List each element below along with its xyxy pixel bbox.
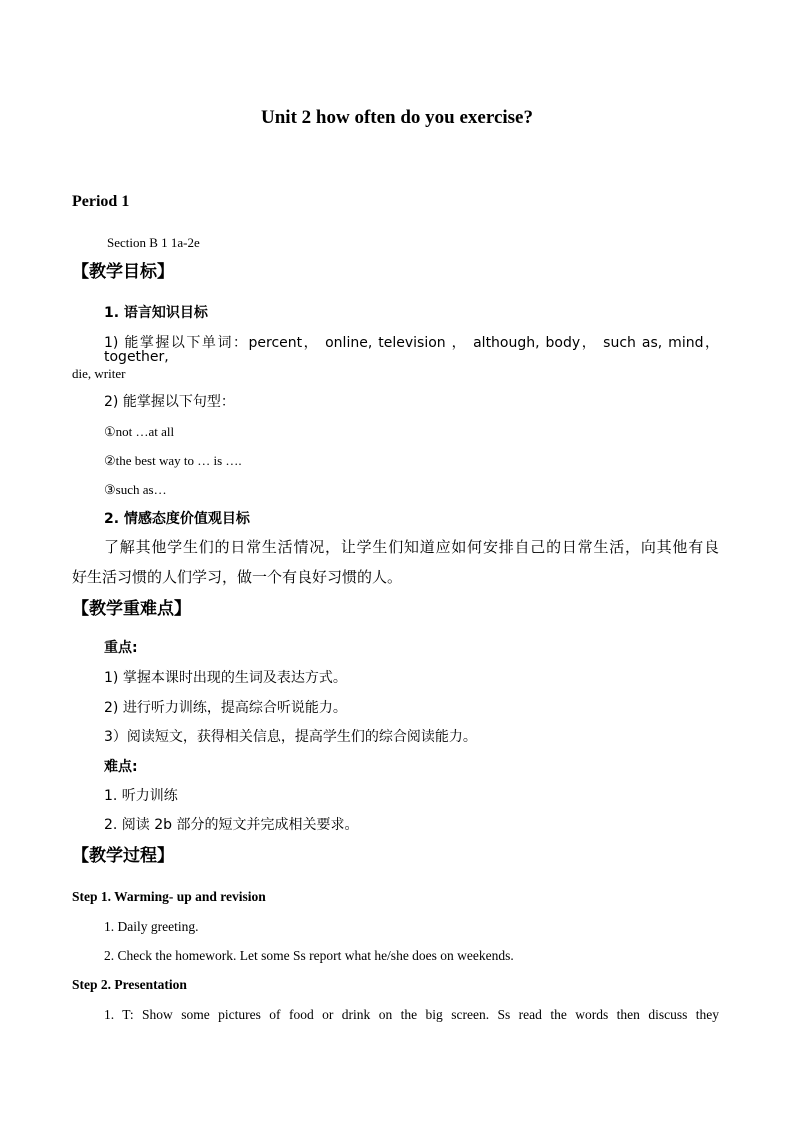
- step1-title: Step 1. Warming- up and revision: [72, 889, 266, 904]
- key-points-label: 重点:: [104, 640, 138, 656]
- goal1-vocab-line: 1) 能掌握以下单词：percent， online, television ， although, body， such as, mind， together,: [104, 335, 719, 365]
- heading-key-points: 【教学重难点】: [72, 599, 191, 619]
- step2-title: Step 2. Presentation: [72, 977, 187, 992]
- pattern-item-1: ①not …at all: [104, 424, 175, 439]
- step2-item-1: 1. T: Show some pictures of food or drink on the big screen. Ss read the words then discuss they: [104, 1007, 719, 1022]
- pattern-item-3: ③such as…: [104, 482, 167, 497]
- period-heading: Period 1: [72, 193, 130, 210]
- goal2-text-line1: 了解其他学生们的日常生活情况，让学生们知道应如何安排自己的日常生活，向其他有良: [104, 538, 719, 556]
- key-point-2: 2) 进行听力训练，提高综合听说能力。: [104, 700, 347, 716]
- goal1-title: 1. 语言知识目标: [104, 305, 208, 321]
- pattern-item-2: ②the best way to … is ….: [104, 453, 242, 468]
- goal2-title: 2. 情感态度价值观目标: [104, 511, 250, 527]
- difficulties-label: 难点:: [104, 759, 138, 775]
- heading-teaching-goals: 【教学目标】: [72, 262, 174, 282]
- section-label: Section B 1 1a-2e: [107, 235, 200, 250]
- key-point-3: 3）阅读短文，获得相关信息，提高学生们的综合阅读能力。: [104, 729, 477, 745]
- heading-teaching-process: 【教学过程】: [72, 846, 174, 866]
- difficulty-1: 1. 听力训练: [104, 788, 178, 804]
- goal2-text-line2: 好生活习惯的人们学习，做一个有良好习惯的人。: [72, 568, 403, 586]
- difficulty-2: 2. 阅读 2b 部分的短文并完成相关要求。: [104, 817, 359, 833]
- goal1-patterns-intro: 2) 能掌握以下句型：: [104, 394, 235, 410]
- step1-item-1: 1. Daily greeting.: [104, 919, 199, 934]
- key-point-1: 1) 掌握本课时出现的生词及表达方式。: [104, 670, 347, 686]
- document-title: Unit 2 how often do you exercise?: [261, 107, 533, 128]
- goal1-vocab-line-cont: die, writer: [72, 366, 126, 381]
- step1-item-2: 2. Check the homework. Let some Ss report what he/she does on weekends.: [104, 948, 514, 963]
